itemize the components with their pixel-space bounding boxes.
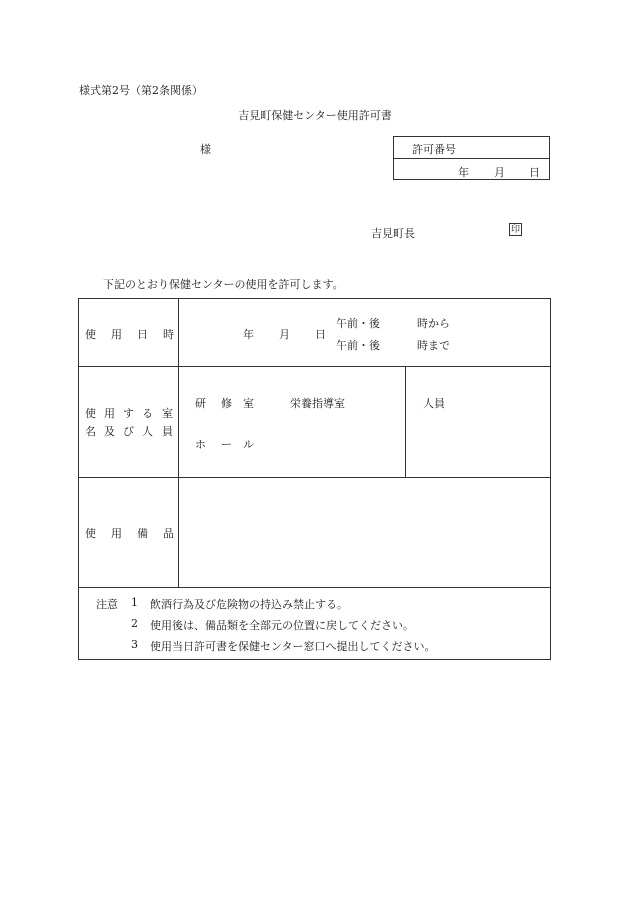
note-text-2: 使用後は、備品類を全部元の位置に戻してください。: [150, 619, 414, 632]
permit-table: 使 用 日 時 年 月 日 午前・後 午前・後 時から 時まで 使 用 す る 室 名 及 び 人 員 研 修 室 栄養指導室 ホ ー ル 人員 使 用 備 品 注意 1 飲酒行為及び危険物の持込み禁止する。 2 使用後は、備品類を全部元の位置に戻してください。 3 使用当日許可書を保健センター窓口へ提出してください。: [78, 298, 551, 660]
note-text-1: 飲酒行為及び危険物の持込み禁止する。: [150, 598, 348, 611]
people-column-divider: [405, 366, 406, 477]
room-nutrition-guidance: 栄養指導室: [290, 397, 345, 410]
addressee-suffix: 様: [200, 143, 211, 156]
permit-date-year: 年: [458, 166, 469, 179]
permit-number-label: 許可番号: [412, 143, 456, 156]
start-ampm: 午前・後: [336, 317, 380, 330]
issuer-name: 吉見町長: [371, 227, 415, 240]
note-number-1: 1: [131, 596, 138, 609]
note-number-3: 3: [131, 638, 138, 651]
form-number: 様式第2号（第2条関係）: [79, 84, 203, 97]
row-divider: [79, 587, 550, 588]
people-count-label: 人員: [423, 397, 445, 410]
end-ampm: 午前・後: [336, 339, 380, 352]
permit-number-box: [393, 136, 550, 180]
usage-date-day: 日: [315, 328, 326, 341]
label-column-divider: [178, 299, 179, 587]
document-title: 吉見町保健センター使用許可書: [238, 109, 392, 122]
usage-date-month: 月: [279, 328, 290, 341]
note-number-2: 2: [131, 617, 138, 630]
end-time-suffix: 時まで: [417, 339, 450, 352]
row-divider: [79, 366, 550, 367]
permit-date-day: 日: [529, 166, 540, 179]
start-time-suffix: 時から: [417, 317, 450, 330]
notes-heading: 注意: [96, 598, 118, 611]
permit-number-row: [394, 137, 549, 159]
row-divider: [79, 477, 550, 478]
usage-date-year: 年: [243, 328, 254, 341]
seal-mark: 印: [510, 225, 520, 235]
intro-text: 下記のとおり保健センターの使用を許可します。: [103, 278, 344, 291]
permit-date-month: 月: [494, 166, 505, 179]
note-text-3: 使用当日許可書を保健センター窓口へ提出してください。: [150, 640, 436, 653]
